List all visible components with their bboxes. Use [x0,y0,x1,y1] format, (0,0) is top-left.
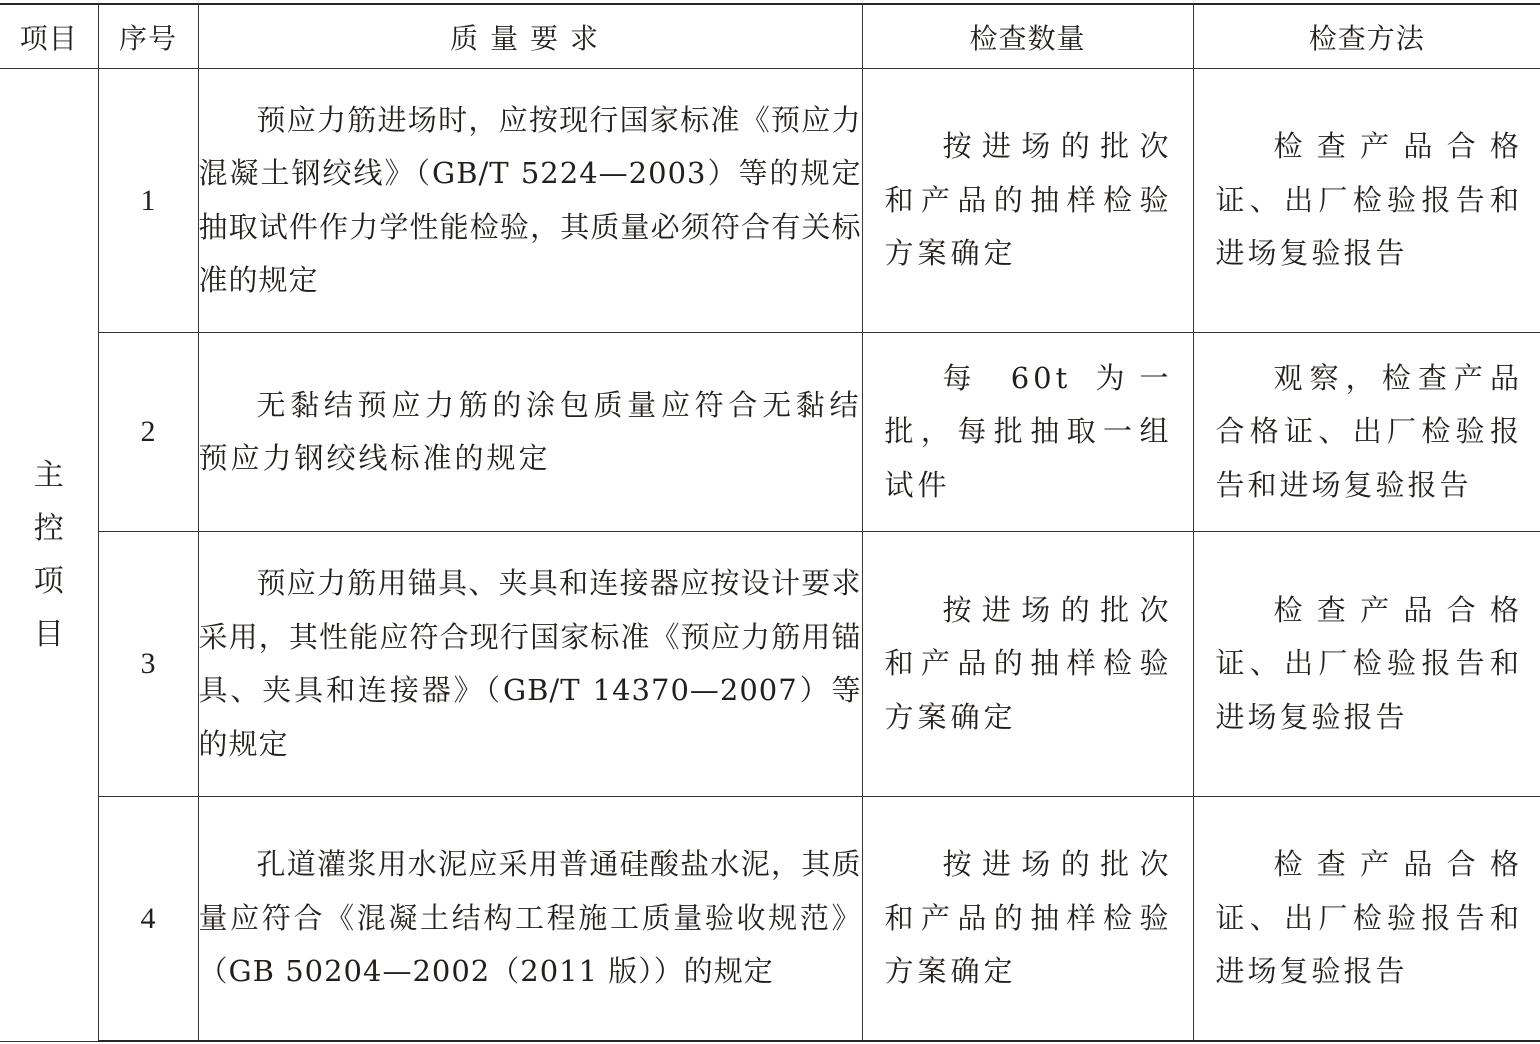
row-number: 1 [98,69,198,333]
quantity-cell: 按进场的批次和产品的抽样检验方案确定 [862,69,1193,333]
table-row [0,69,1540,333]
row-number: 2 [98,333,198,532]
group-label-main-control [0,69,98,1042]
requirement-cell: 预应力筋进场时，应按现行国家标准《预应力混凝土钢绞线》（GB/T 5224—2003）等的规定抽取试件作力学性能检验，其质量必须符合有关标准的规定 [198,69,862,333]
table-row [0,532,1540,797]
requirement-cell: 预应力筋用锚具、夹具和连接器应按设计要求采用，其性能应符合现行国家标准《预应力筋用锚具、夹具和连接器》（GB/T 14370—2007）等的规定 [198,532,862,797]
quality-inspection-table [0,3,1540,1042]
quantity-cell: 每 60t 为一批，每批抽取一组试件 [862,333,1193,532]
method-cell: 检查产品合格证、出厂检验报告和进场复验报告 [1193,69,1540,333]
requirement-cell: 孔道灌浆用水泥应采用普通硅酸盐水泥，其质量应符合《混凝土结构工程施工质量验收规范》（GB 50204—2002（2011 版））的规定 [198,797,862,1042]
method-cell: 检查产品合格证、出厂检验报告和进场复验报告 [1193,532,1540,797]
header-item: 项目 [0,4,98,69]
header-quantity: 检查数量 [862,4,1193,69]
method-cell: 检查产品合格证、出厂检验报告和进场复验报告 [1193,797,1540,1042]
row-number: 4 [98,797,198,1042]
header-method: 检查方法 [1193,4,1540,69]
group-label-char: 控 [33,510,64,546]
table-row [0,333,1540,532]
header-requirement: 质量要求 [198,4,862,69]
quantity-cell: 按进场的批次和产品的抽样检验方案确定 [862,532,1193,797]
requirement-cell: 无黏结预应力筋的涂包质量应符合无黏结预应力钢绞线标准的规定 [198,333,862,532]
group-label-char: 目 [33,616,64,652]
method-cell: 观察，检查产品合格证、出厂检验报告和进场复验报告 [1193,333,1540,532]
quantity-cell: 按进场的批次和产品的抽样检验方案确定 [862,797,1193,1042]
header-number: 序号 [98,4,198,69]
header-row [0,4,1540,69]
table-row [0,797,1540,1042]
group-label-char: 项 [33,563,64,599]
row-number: 3 [98,532,198,797]
group-label-char: 主 [33,457,64,493]
